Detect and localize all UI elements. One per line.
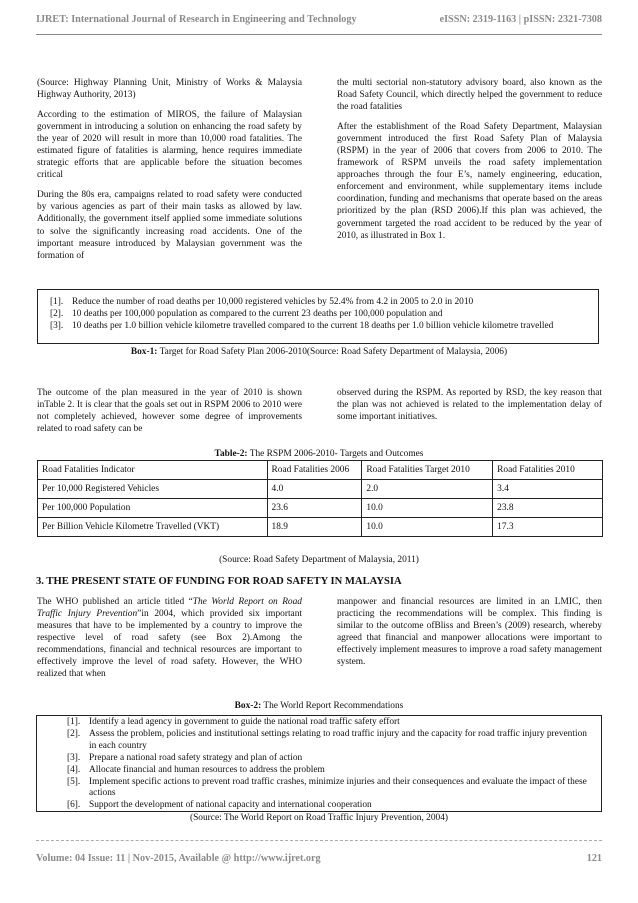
- list-item: [50, 320, 590, 332]
- table-cell: 4.0: [267, 480, 362, 499]
- journal-title: IJRET: International Journal of Research in Engineering and Technology: [36, 14, 357, 25]
- table-cell: 17.3: [493, 518, 603, 537]
- list-text: Allocate financial and human resources to address the problem: [89, 764, 325, 775]
- list-number: [1].: [67, 717, 81, 727]
- table-2: [37, 460, 603, 537]
- text-run: The WHO published an article titled “: [37, 597, 193, 607]
- box-title-text: The World Report Recommendations: [261, 701, 404, 711]
- table-cell: Per 100,000 Population: [38, 499, 268, 518]
- table-2-title: [36, 449, 602, 459]
- list-text: Identify a lead agency in government to guide the national road traffic safety effort: [89, 717, 400, 727]
- list-number: [6].: [67, 800, 81, 811]
- page-number: 121: [586, 853, 602, 864]
- table-header-cell: Road Fatalities 2006: [267, 461, 362, 480]
- paragraph: (Source: Highway Planning Unit, Ministry of Works & Malaysia Highway Authority, 2013): [37, 78, 302, 101]
- list-text: 10 deaths per 1.0 billion vehicle kilometre travelled compared to the current 18 deaths per 1.0 billion vehicle kilometre travelled: [72, 321, 554, 332]
- list-text: 10 deaths per 100,000 population as compared to the current 23 deaths per 100,000 population and: [72, 309, 443, 320]
- box-2: [36, 715, 602, 812]
- table-cell: Per Billion Vehicle Kilometre Travelled (VKT): [38, 518, 268, 537]
- caption-text: Target for Road Safety Plan 2006-2010(Source: Road Safety Department of Malaysia, 2006): [157, 347, 508, 357]
- list-item: [50, 296, 590, 308]
- list-number: [3].: [50, 321, 64, 332]
- list-item: [67, 765, 593, 777]
- table-cell: 10.0: [362, 518, 493, 537]
- header-rule: [36, 34, 602, 35]
- table-2-source: (Source: Road Safety Department of Malaysia, 2011): [219, 555, 419, 565]
- caption-label: Box-1:: [130, 347, 158, 357]
- list-item: [67, 729, 593, 753]
- list-text: Implement specific actions to prevent road traffic crashes, minimize injuries and their consequences and evaluate the impact of these actions: [89, 776, 587, 799]
- paragraph: manpower and financial resources are limited in an LMIC, then practicing the recommendations will be complex. This finding is similar to the outcome ofBliss and Breen’s (2009) research, whereby agreed that financial and manpower allocations were important to effectively implement measures to improve a road safety management system.: [337, 597, 602, 668]
- table-cell: Per 10,000 Registered Vehicles: [38, 480, 268, 499]
- table-header-cell: Road Fatalities 2010: [493, 461, 603, 480]
- list-item: [67, 753, 593, 765]
- right-column-1: [337, 77, 602, 242]
- table-cell: 3.4: [493, 480, 603, 499]
- table-row: [38, 518, 603, 537]
- left-column-3: [37, 596, 302, 680]
- table-header-row: [38, 461, 603, 480]
- list-item: [67, 777, 593, 801]
- box-1: [37, 289, 599, 344]
- list-text: Support the development of national capacity and international cooperation: [89, 800, 372, 811]
- list-number: [3].: [67, 752, 81, 763]
- table-header-cell: Road Fatalities Target 2010: [362, 461, 493, 480]
- box-label: Box-2:: [234, 701, 262, 711]
- table-row: [38, 480, 603, 499]
- list-number: [1].: [50, 297, 64, 307]
- table-cell: 18.9: [267, 518, 362, 537]
- left-column-2: [37, 387, 302, 435]
- list-item: [67, 800, 593, 812]
- report-title: The World Report on Road Traffic Injury Prevention: [37, 597, 302, 620]
- box-2-title: [36, 701, 602, 711]
- table-header-cell: Road Fatalities Indicator: [38, 461, 268, 480]
- list-item: [67, 717, 593, 729]
- right-column-2: [337, 387, 602, 423]
- running-footer: [36, 853, 602, 864]
- table-cell: 23.8: [493, 499, 603, 518]
- table-cell: 23.6: [267, 499, 362, 518]
- list-number: [4].: [67, 764, 81, 775]
- running-header: [36, 14, 602, 25]
- table-title-text: The RSPM 2006-2010- Targets and Outcomes: [247, 449, 424, 459]
- list-number: [2].: [67, 728, 81, 739]
- table-row: [38, 499, 603, 518]
- text-run: ”in 2004, which provided six important measures that have to be implemented by a country to improve the respective level of road safety (see Box 2).Among the recommendations, financial and technical resources are important to effectively improve the level of road safety. However, the WHO realized that when: [37, 609, 302, 680]
- section-heading: 3. THE PRESENT STATE OF FUNDING FOR ROAD SAFETY IN MALAYSIA: [36, 576, 402, 587]
- box-2-source: (Source: The World Report on Road Traffic Injury Prevention, 2004): [189, 813, 449, 823]
- list-item: [50, 308, 590, 320]
- list-number: [5].: [67, 776, 81, 787]
- table-cell: 2.0: [362, 480, 493, 499]
- paragraph: After the establishment of the Road Safety Department, Malaysian government introduced the first Road Safety Plan of Malaysia (RSPM) in the year of 2006 that covers from 2006 to 2010. The framework of RSPM unveils the road safety implementation approaches through the four E’s, namely engineering, education, enforcement and environment, while supplementary items include coordination, funding and mechanisms that operate based on the areas prioritized by the plan (RSD 2006).If this plan was achieved, the government targeted the road accident to be reduced by the year of 2010, as illustrated in Box 1.: [337, 122, 602, 241]
- list-text: Prepare a national road safety strategy and plan of action: [89, 752, 303, 763]
- paragraph: [37, 596, 302, 680]
- journal-issn: eISSN: 2319-1163 | pISSN: 2321-7308: [439, 14, 602, 25]
- left-column-1: [37, 77, 302, 262]
- list-text: Reduce the number of road deaths per 10,000 registered vehicles by 52.4% from 4.2 in 2005 to 2.0 in 2010: [72, 297, 474, 307]
- right-column-3: [337, 596, 602, 668]
- list-number: [2].: [50, 309, 64, 320]
- paragraph: During the 80s era, campaigns related to road safety were conducted by various agencies as part of their main tasks as allowed by law. Additionally, the government itself applied some immediate solutions to solve the significantly increasing road accidents. One of the important measure introduced by Malaysian government was the formation of: [37, 190, 302, 261]
- list-text: Assess the problem, policies and institutional settings relating to road traffic injury and the capacity for road traffic injury prevention in each country: [89, 728, 587, 751]
- paragraph: observed during the RSPM. As reported by RSD, the key reason that the plan was not achieved is related to the implementation delay of some important initiatives.: [337, 388, 602, 423]
- paragraph: According to the estimation of MIROS, the failure of Malaysian government in introducing a solution on enhancing the road safety by the year of 2020 will result in more than 10,000 road fatalities. The estimated figure of fatalities is alarming, hence requires immediate strategic efforts that are applicable before the situation becomes critical: [37, 110, 302, 181]
- table-cell: 10.0: [362, 499, 493, 518]
- table-label: Table-2:: [214, 449, 248, 459]
- paragraph: the multi sectorial non-statutory advisory board, also known as the Road Safety Council, which directly helped the government to reduce the road fatalities: [337, 78, 602, 113]
- footer-volume: Volume: 04 Issue: 11 | Nov-2015, Available @ http://www.ijret.org: [36, 853, 321, 864]
- footer-rule: [36, 840, 602, 841]
- box-1-caption: [36, 347, 602, 357]
- paragraph: The outcome of the plan measured in the year of 2010 is shown inTable 2. It is clear that the goals set out in RSPM 2006 to 2010 were not completely achieved, however some degree of improvements related to road safety can be: [37, 388, 302, 435]
